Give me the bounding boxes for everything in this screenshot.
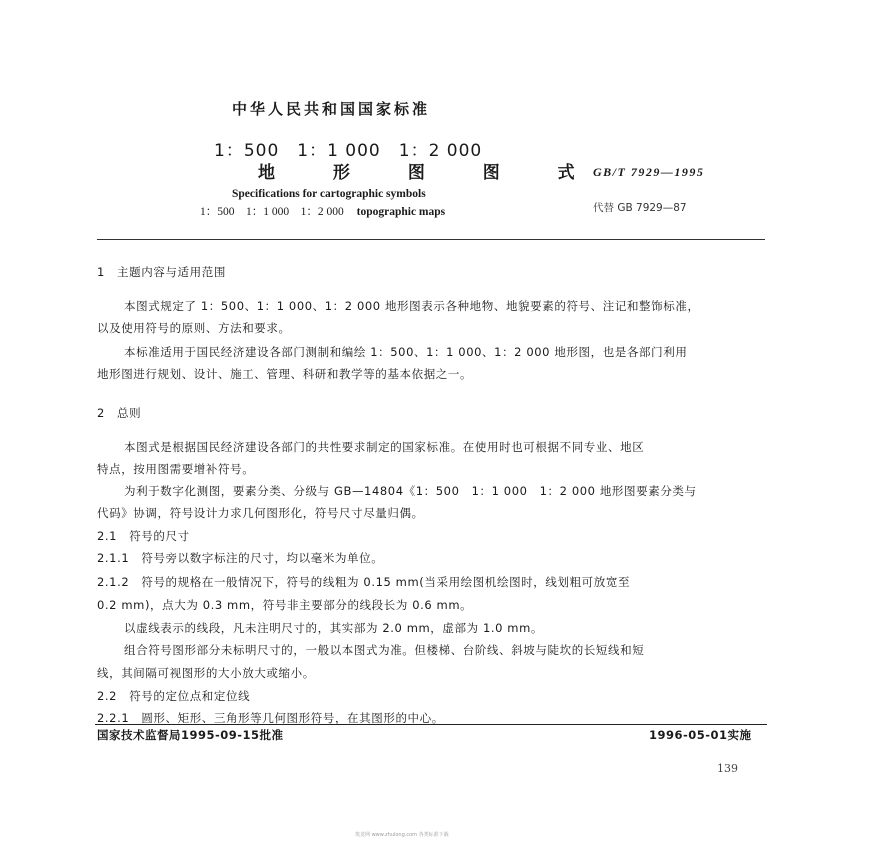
body-line: 本图式规定了 1：500、1：1 000、1：2 000 地形图表示各种地物、地貌要素的符号、注记和整饰标准， — [124, 299, 700, 313]
body-line: 组合符号图形部分未标明尺寸的，一般以本图式为准。但楼梯、台阶线、斜坡与陡坎的长短线和短 — [124, 643, 645, 657]
section-heading: 1 主题内容与适用范围 — [97, 265, 226, 279]
body-line: 2.1.2 符号的规格在一般情况下，符号的线粗为 0.15 mm(当采用绘图机绘图时，线划粗可放宽至 — [97, 575, 631, 589]
footer-divider — [95, 724, 767, 725]
body-line: 2.2.1 圆形、矩形、三角形等几何图形符号，在其图形的中心。 — [97, 711, 444, 725]
english-subtitle: topographic maps — [356, 206, 446, 218]
body-line: 为利于数字化测图，要素分类、分级与 GB—14804《1：500 1：1 000 1：2 000 地形图要素分类与 — [124, 484, 697, 498]
body-line: 线，其间隔可视图形的大小放大或缩小。 — [97, 666, 315, 680]
body-line: 本标准适用于国民经济建设各部门测制和编绘 1：500、1：1 000、1：2 000 地形图，也是各部门利用 — [124, 345, 688, 359]
country-standard-heading: 中华人民共和国国家标准 — [232, 100, 431, 118]
body-line: 本图式是根据国民经济建设各部门的共性要求制定的国家标准。在使用时也可根据不同专业、地区 — [124, 440, 645, 454]
document-title: 地 形 图 图 式 — [258, 163, 601, 183]
watermark-text: 筑龙网 www.zhulong.com 各类标准下载 — [355, 832, 449, 838]
body-line: 特点，按用图需要增补符号。 — [97, 462, 255, 476]
replaces-note: 代替 GB 7929—87 — [593, 202, 687, 214]
page-number: 139 — [717, 762, 738, 775]
body-line: 2.1.1 符号旁以数字标注的尺寸，均以毫米为单位。 — [97, 551, 384, 565]
scale-heading: 1：500 1：1 000 1：2 000 — [214, 141, 483, 161]
english-scale-line — [200, 203, 445, 219]
body-line: 以及使用符号的原则、方法和要求。 — [97, 321, 291, 335]
effective-date: 1996-05-01实施 — [649, 728, 752, 742]
approval-date: 国家技术监督局1995-09-15批准 — [97, 728, 284, 742]
body-line: 地形图进行规划、设计、施工、管理、科研和教学等的基本依据之一。 — [97, 367, 473, 381]
standard-code: GB/T 7929—1995 — [593, 165, 705, 179]
section-heading: 2 总则 — [97, 406, 142, 420]
body-line: 以虚线表示的线段，凡未注明尺寸的，其实部为 2.0 mm，虚部为 1.0 mm。 — [124, 621, 544, 635]
subsection-heading: 2.1 符号的尺寸 — [97, 529, 190, 543]
body-line: 代码》协调，符号设计力求几何图形化，符号尺寸尽量归偶。 — [97, 506, 424, 520]
header-divider — [97, 239, 765, 240]
subsection-heading: 2.2 符号的定位点和定位线 — [97, 689, 251, 703]
english-title: Specifications for cartographic symbols — [232, 188, 426, 200]
english-scales: 1：500 1：1 000 1：2 000 — [200, 206, 344, 218]
body-line: 0.2 mm)，点大为 0.3 mm，符号非主要部分的线段长为 0.6 mm。 — [97, 598, 473, 612]
